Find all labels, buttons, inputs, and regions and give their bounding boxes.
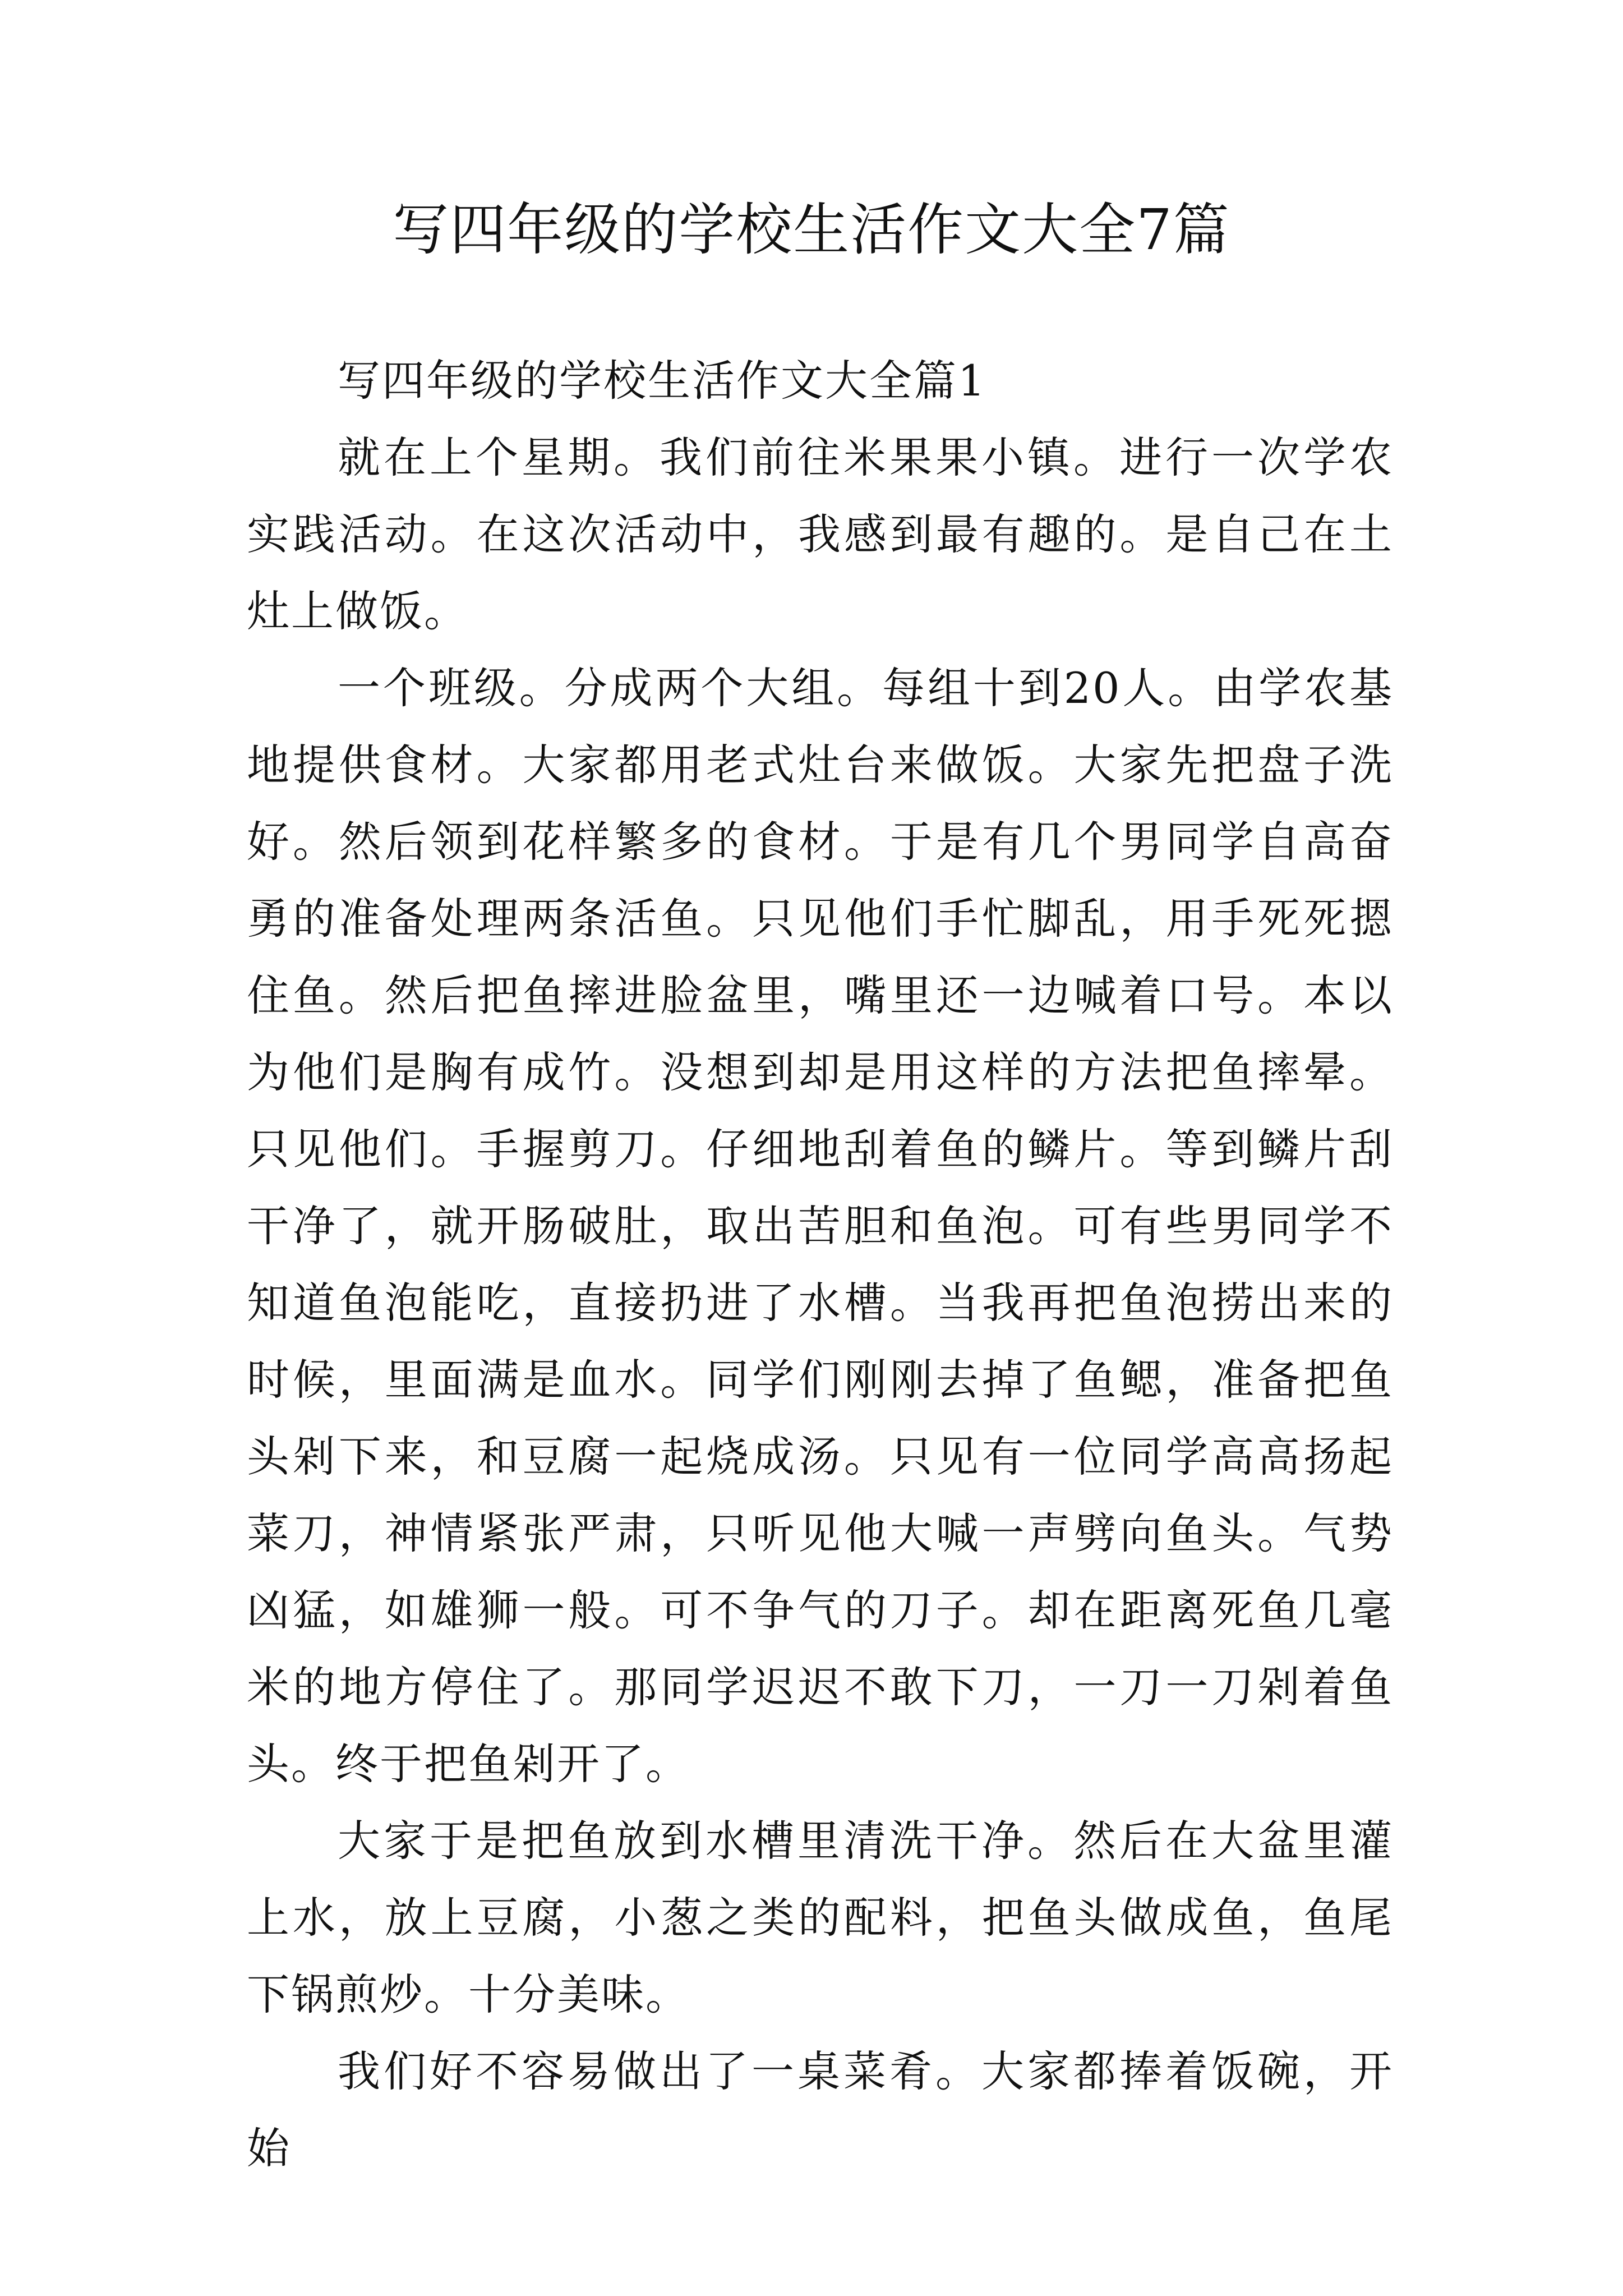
document-title: 写四年级的学校生活作文大全7篇 xyxy=(393,197,1230,263)
document-body xyxy=(247,342,1394,2187)
paragraph: 一个班级。分成两个大组。每组十到20人。由学农基地提供食材。大家都用老式灶台来做饭。大家先把盘子洗好。然后领到花样繁多的食材。于是有几个男同学自高奋勇的准备处理两条活鱼。只见他们手忙脚乱，用手死死摁住鱼。然后把鱼摔进脸盆里，嘴里还一边喊着口号。本以为他们是胸有成竹。没想到却是用这样的方法把鱼摔晕。只见他们。手握剪刀。仔细地刮着鱼的鳞片。等到鳞片刮干净了，就开肠破肚，取出苦胆和鱼泡。可有些男同学不知道鱼泡能吃，直接扔进了水槽。当我再把鱼泡捞出来的时候，里面满是血水。同学们刚刚去掉了鱼鳃，准备把鱼头剁下来，和豆腐一起烧成汤。只见有一位同学高高扬起菜刀，神情紧张严肃，只听见他大喊一声劈向鱼头。气势凶猛，如雄狮一般。可不争气的刀子。却在距离死鱼几毫米的地方停住了。那同学迟迟不敢下刀，一刀一刀剁着鱼头。终于把鱼剁开了。 xyxy=(247,663,1394,1789)
paragraph: 大家于是把鱼放到水槽里清洗干净。然后在大盆里灌上水，放上豆腐，小葱之类的配料，把鱼头做成鱼，鱼尾下锅煎炒。十分美味。 xyxy=(247,1816,1394,2019)
section-heading: 写四年级的学校生活作文大全篇1 xyxy=(338,356,987,406)
paragraph: 我们好不容易做出了一桌菜肴。大家都捧着饭碗，开始 xyxy=(247,2046,1394,2173)
paragraph: 就在上个星期。我们前往米果果小镇。进行一次学农实践活动。在这次活动中，我感到最有趣的。是自己在土灶上做饭。 xyxy=(247,432,1394,636)
